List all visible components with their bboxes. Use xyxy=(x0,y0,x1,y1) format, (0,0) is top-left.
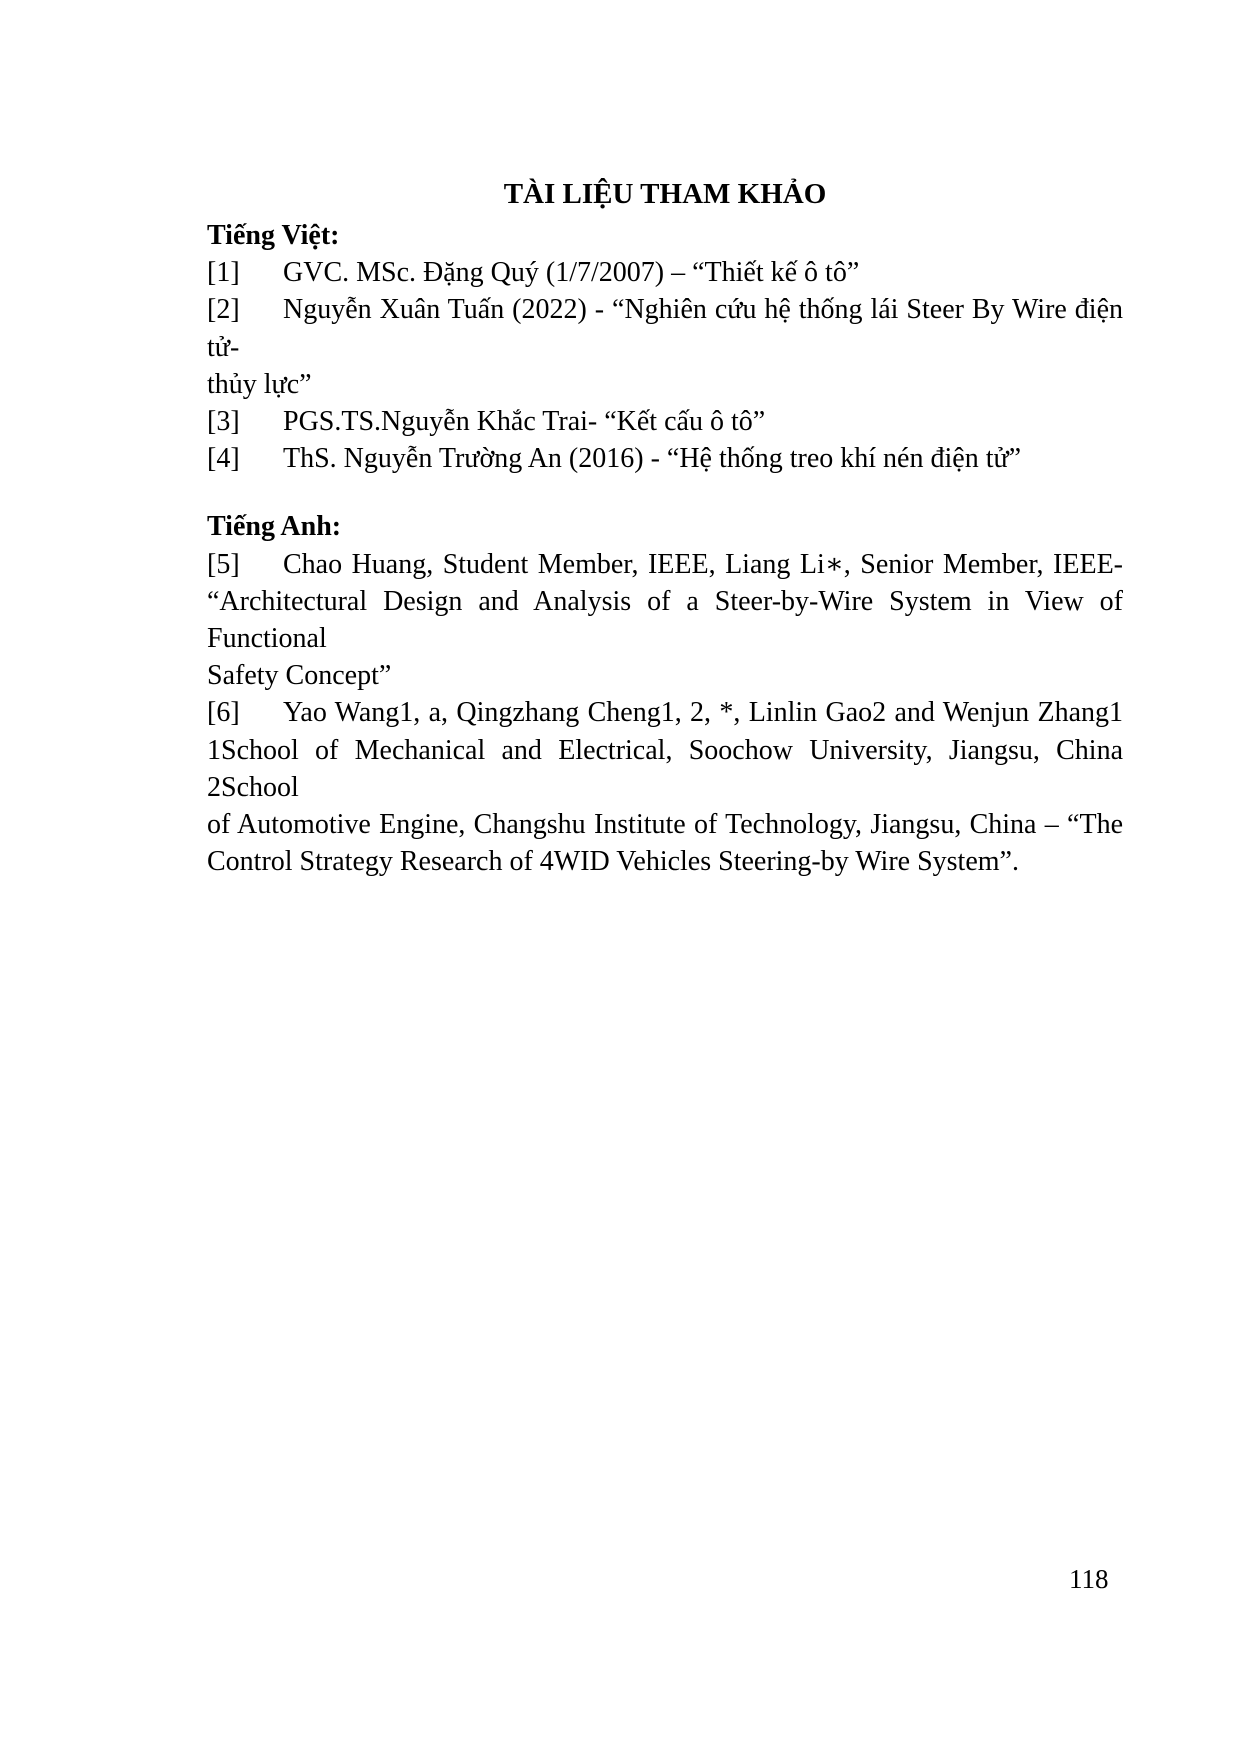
reference-text: Chao Huang, Student Member, IEEE, Liang Li∗, Senior Member, IEEE- xyxy=(283,548,1123,580)
section-heading-vietnamese: Tiếng Việt: xyxy=(207,220,340,251)
reference-text: GVC. MSc. Đặng Quý (1/7/2007) – “Thiết kế ô tô” xyxy=(283,257,860,289)
reference-number: [3] xyxy=(207,406,240,438)
reference-entry xyxy=(207,403,1123,440)
reference-text-continuation: Control Strategy Research of 4WID Vehicles Steering-by Wire System”. xyxy=(207,846,1019,878)
reference-text-continuation: “Architectural Design and Analysis of a Steer-by-Wire System in View of Functional xyxy=(207,585,1123,655)
section-heading-english: Tiếng Anh: xyxy=(207,511,342,543)
reference-number: [4] xyxy=(207,443,240,475)
reference-text-continuation: 1School of Mechanical and Electrical, Soochow University, Jiangsu, China 2School xyxy=(207,734,1123,803)
reference-text: ThS. Nguyễn Trường An (2016) - “Hệ thống treo khí nén điện tử” xyxy=(283,443,1022,475)
page-title: TÀI LIỆU THAM KHẢO xyxy=(503,178,827,210)
reference-number: [2] xyxy=(207,294,240,326)
reference-text-continuation: thủy lực” xyxy=(207,368,312,400)
reference-number: [5] xyxy=(207,548,240,580)
reference-number: [1] xyxy=(207,257,240,289)
reference-text-continuation: of Automotive Engine, Changshu Institute of Technology, Jiangsu, China – “The xyxy=(207,809,1123,841)
reference-text: Nguyễn Xuân Tuấn (2022) - “Nghiên cứu hệ thống lái Steer By Wire điện tử- xyxy=(207,294,1123,363)
reference-entry xyxy=(207,546,1123,583)
reference-entry xyxy=(207,440,1123,477)
page-number: 118 xyxy=(1069,1564,1109,1594)
reference-text: PGS.TS.Nguyễn Khắc Trai- “Kết cấu ô tô” xyxy=(283,406,766,438)
reference-number: [6] xyxy=(207,697,240,729)
reference-text-continuation: Safety Concept” xyxy=(207,660,392,692)
reference-entry xyxy=(207,694,1123,731)
section-spacer xyxy=(207,477,1123,508)
reference-text: Yao Wang1, a, Qingzhang Cheng1, 2, *, Linlin Gao2 and Wenjun Zhang1 xyxy=(283,697,1123,729)
reference-entry xyxy=(207,291,1123,365)
reference-entry xyxy=(207,254,1123,291)
